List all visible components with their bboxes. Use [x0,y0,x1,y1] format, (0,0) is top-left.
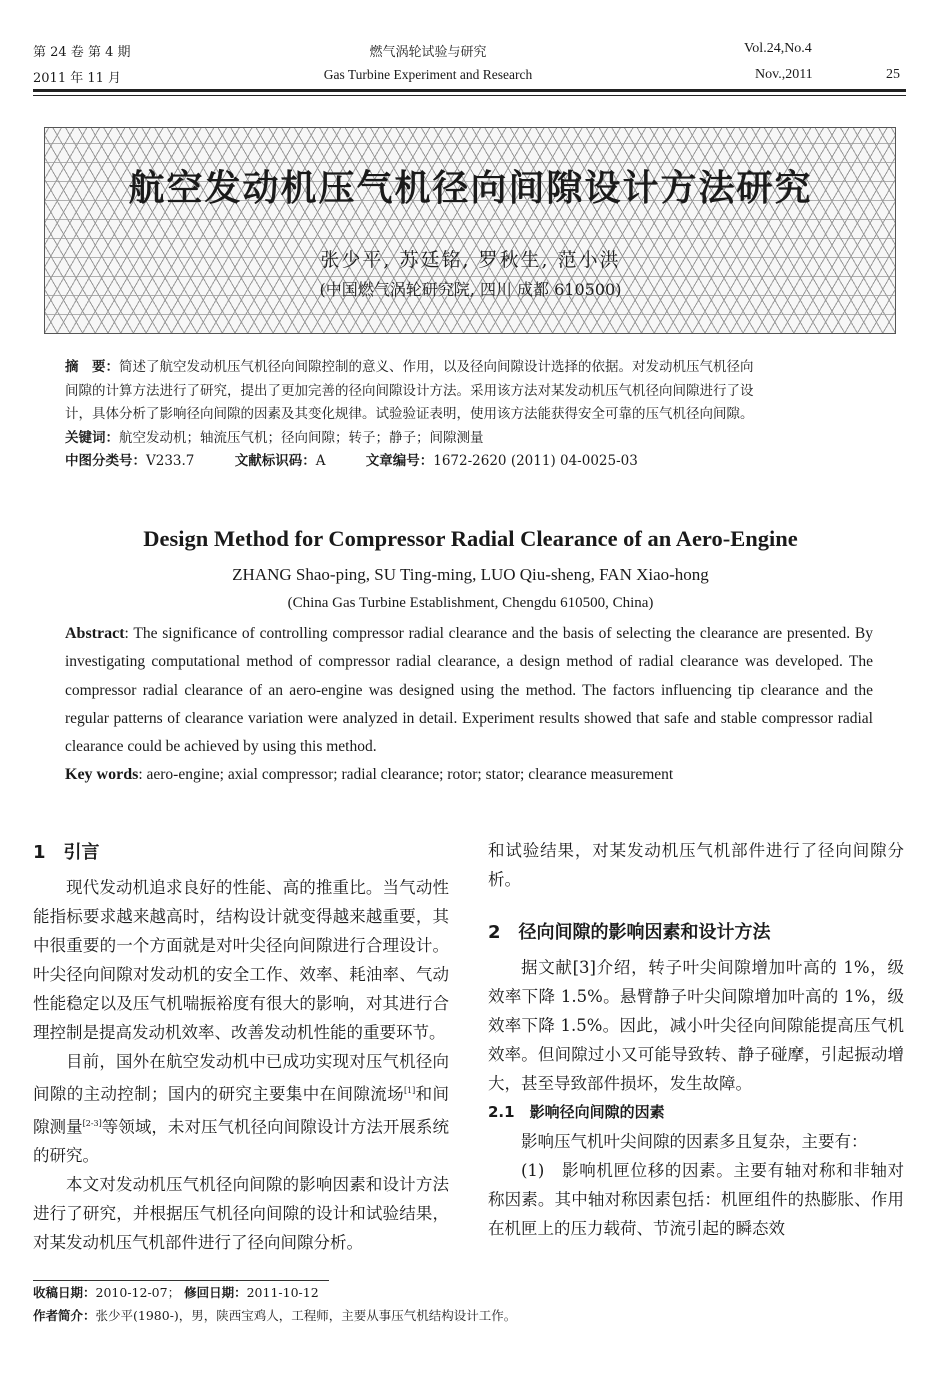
authors-en: ZHANG Shao-ping, SU Ting-ming, LUO Qiu-sheng, FAN Xiao-hong [232,565,709,584]
paragraph-2 [33,1047,449,1170]
abstract-cn [65,356,877,474]
abstract-cn-line3: 计，具体分析了影响径向间隙的因素及其变化规律。试验验证表明，使用该方法能获得安全可靠的压气机径向间隙。 [65,406,754,422]
clc-label: 中图分类号： [65,453,146,469]
section-1-heading: 1 引言 [33,842,100,863]
date-cn: 2011 年 11 月 [33,71,122,86]
abstract-cn-line1: 简述了航空发动机压气机径向间隙控制的意义、作用，以及径向间隙设计选择的依据。对发动机压气机径向 [119,359,754,375]
journal-name-cn: 燃气涡轮试验与研究 [369,45,487,60]
abstract-en-text: : The significance of controlling compressor radial clearance and the basis of selecting the clearance are presented. By investigating computational method of compressor radial clearance, a design method of radial clearance was developed. The compressor radial clearance of an aero-engine was designed using the method. The factors influencing tip clearance and the regular patterns of clearance variation were analyzed in detail. Experiment results showed that safe and stable compressor radial clearance could be achieved by using this method. [65,625,873,756]
doc-code-label: 文献标识码： [234,453,316,469]
revised-date: 2011-10-12 [246,1285,319,1300]
section-2-1-heading: 2.1 影响径向间隙的因素 [488,1103,665,1121]
body-column-right [488,836,904,1243]
paragraph-2-text-c: 等领域，未对压气机径向间隙设计方法开展系统的研究。 [33,1117,449,1165]
article-number-label: 文章编号： [365,453,434,469]
received-label: 收稿日期： [33,1285,96,1300]
section-2-heading: 2 径向间隙的影响因素和设计方法 [488,922,771,943]
abstract-en-label: Abstract [65,625,125,642]
footnote-author [33,1306,516,1324]
affiliation-en: (China Gas Turbine Establishment, Chengdu 610500, China) [287,595,654,611]
abstract-en [65,620,873,790]
article-number: 1672-2620 (2011) 04-0025-03 [433,453,638,469]
page-number: 25 [886,67,900,82]
paragraph-2-text-a: 目前，国外在航空发动机中已成功实现对压气机径向间隙的主动控制；国内的研究主要集中在间隙流场 [33,1052,449,1104]
abstract-cn-label: 摘 要： [65,359,119,375]
body-column-left [33,838,450,1252]
date-en: Nov.,2011 [755,67,813,82]
footnote-dates [33,1283,319,1301]
author-bio-label: 作者简介： [33,1308,96,1323]
keywords-cn: 航空发动机；轴流压气机；径向间隙；转子；静子；间隙测量 [119,429,484,446]
title-cn: 航空发动机压气机径向间隙设计方法研究 [128,168,813,209]
footnote-rule [33,1280,329,1281]
author-bio: 张少平(1980-)，男，陕西宝鸡人，工程师，主要从事压气机结构设计工作。 [95,1308,517,1323]
paragraph-3: 本文对发动机压气机径向间隙的影响因素和设计方法进行了研究，并根据压气机径向间隙的设计和试验结果，对某发动机压气机部件进行了径向间隙分析。 [33,1175,449,1252]
title-banner [44,127,896,334]
keywords-cn-label: 关键词： [65,429,119,446]
paragraph-3-continued: 和试验结果，对某发动机压气机部件进行了径向间隙分析。 [488,841,904,889]
title-en: Design Method for Compressor Radial Clearance of an Aero-Engine [143,526,798,551]
authors-cn: 张少平, 苏廷铭, 罗秋生, 范小洪 [320,249,621,271]
journal-name-en: Gas Turbine Experiment and Research [323,67,533,82]
citation-2-3: [2-3] [82,1118,102,1128]
paragraph-4: 据文献[3]介绍，转子叶尖间隙增加叶高的 1%，级效率下降 1.5%。悬臂静子叶尖间隙增加叶高的 1%，级效率下降 1.5%。因此，减小叶尖径向间隙能提高压气机效率。但间隙过小又可能导致转、静子碰摩，引起振动增大，甚至导致部件损坏，发生故障。 [488,958,904,1093]
keywords-en-label: Key words [65,766,139,784]
citation-1: [1] [403,1086,416,1095]
paragraph-5: 影响压气机叶尖间隙的因素多且复杂，主要有： [521,1132,868,1151]
volume-issue-en: Vol.24,No.4 [744,41,812,56]
header-rule-thin [33,95,906,96]
header-rule-thick [33,89,906,92]
clc-number: V233.7 [146,453,195,469]
abstract-cn-line2: 间隙的计算方法进行了研究，提出了更加完善的径向间隙设计方法。采用该方法对某发动机压气机径向间隙进行了设 [65,382,754,399]
revised-label: 修回日期： [184,1285,247,1300]
paragraph-6: (1) 影响机匣位移的因素。主要有轴对称和非轴对称因素。其中轴对称因素包括：机匣组件的热膨胀、作用在机匣上的压力载荷、节流引起的瞬态效 [488,1161,904,1238]
paragraph-1: 现代发动机追求良好的性能、高的推重比。当气动性能指标要求越来越高时，结构设计就变得越来越重要，其中很重要的一个方面就是对叶尖径向间隙进行合理设计。叶尖径向间隙对发动机的安全工作、效率、耗油率、气动性能稳定以及压气机喘振裕度有很大的影响，对其进行合理控制是提高发动机效率、改善发动机性能的重要环节。 [33,878,449,1042]
doc-code: A [315,453,326,469]
received-date: 2010-12-07； [95,1285,181,1300]
affiliation-cn: (中国燃气涡轮研究院, 四川 成都 610500) [319,280,622,299]
keywords-en: : aero-engine; axial compressor; radial clearance; rotor; stator; clearance measurement [138,766,674,784]
paragraph-2-text-b: 和间隙测量 [33,1084,450,1136]
volume-issue-cn: 第 24 卷 第 4 期 [33,45,131,60]
